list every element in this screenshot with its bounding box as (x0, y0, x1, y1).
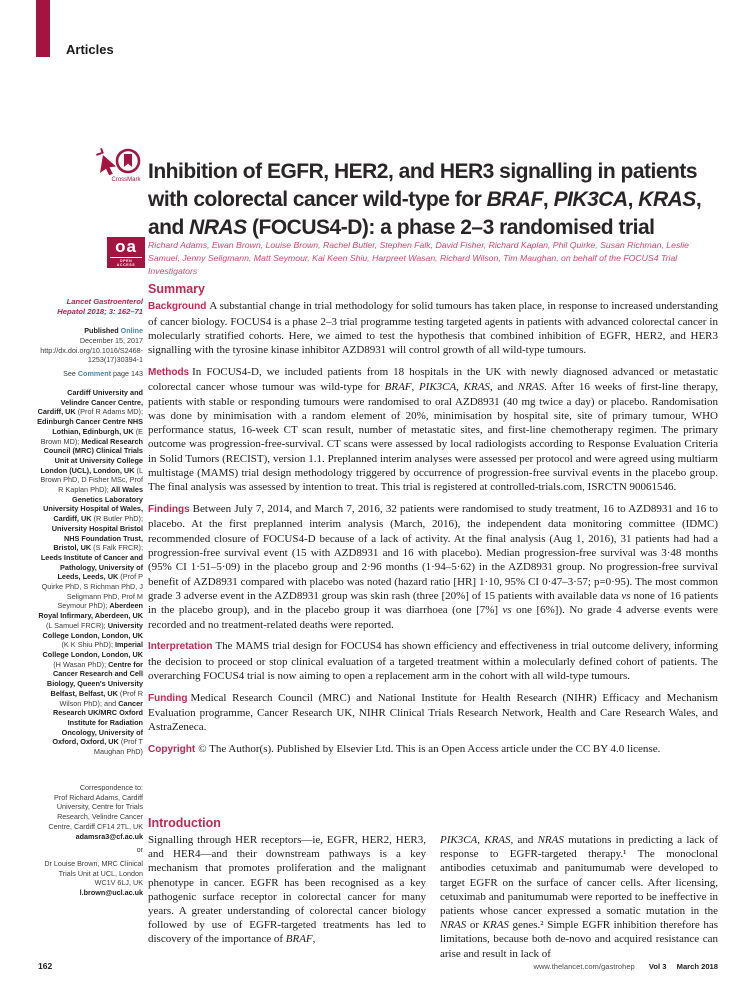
see-label: See (63, 369, 76, 378)
section-label: Articles (66, 42, 114, 57)
svg-text:CrossMark: CrossMark (111, 177, 141, 183)
see-rest: page 143 (113, 369, 143, 378)
crossmark-icon (95, 146, 147, 204)
online-link[interactable]: Online (120, 326, 143, 335)
crossmark-badge[interactable] (95, 146, 147, 204)
or-label: or (136, 845, 143, 855)
article-title: Inhibition of EGFR, HER2, and HER3 signalling in patients with colorectal cancer wild-type for BRAF, PIK3CA, KRAS, and NRAS (FOCUS4-D): a phase 2–3 randomised trial (148, 160, 702, 240)
affiliations-text: Cardiff University and Velindre Cancer Centre, Cardiff, UK (Prof R Adams MD); Edinburgh Cancer Centre NHS Lothian, Edinburgh, UK (E Brown MD); Medical Research Council (MRC) Clinical Trials Unit at University College London (UCL), London, UK (L Brown PhD, D Fisher MSc, Prof R Kaplan PhD); All Wales Genetics Laboratory University Hospital of Wales, Cardiff, UK (R Butler PhD); University Hospital Bristol NHS Foundation Trust, Bristol, UK (S Falk FRCR); Leeds Institute of Cancer and Pathology, University of Leeds, Leeds, UK (Prof P Quirke PhD, S Richman PhD, J Seligmann PhD, Prof M Seymour PhD); Aberdeen Royal Infirmary, Aberdeen, UK (L Samuel FRCR); University College London, London, UK (K K Shiu PhD); Imperial College London, London, UK (H Wasan PhD); Centre for Cancer Research and Cell Biology, Queen's University Belfast, Belfast, UK (Prof R Wilson PhD); and Cancer Research UK/MRC Oxford Institute for Radiation Oncology, University of Oxford, Oxford, UK (Prof T Maughan PhD) (37, 388, 143, 757)
intro-column-right: PIK3CA, KRAS, and NRAS mutations in predicting a lack of response to EGFR-targeted therapy.¹ The monoclonal antibodies cetuximab and panitumumab were developed to target EGFR on the surface of cancer cells. After licensing, cetuximab and panitumumab were reported to be ineffective in patients whose cancer expressed a somatic mutation in the NRAS or KRAS genes.² Simple EGFR inhibition therefore has limitations, because both de-novo and acquired resistance can arise and result in lack of (440, 834, 719, 960)
published-info (37, 326, 143, 365)
introduction-heading: Introduction (148, 816, 221, 830)
correspondence-address: Prof Richard Adams, Cardiff University, Centre for Trials Research, Velindre Cancer Centre, Cardiff CF14 2TL, UK (48, 792, 143, 831)
background-label: Background (148, 301, 207, 313)
comment-link[interactable]: Comment (77, 369, 112, 378)
footer-url-link[interactable]: www.thelancet.com/gastrohep (533, 962, 635, 971)
open-access-oa-icon: oa (115, 237, 137, 256)
summary-heading: Summary (148, 282, 205, 296)
published-label: Published (84, 326, 119, 335)
correspondence2-address: Dr Louise Brown, MRC Clinical Trials Unit at UCL, London WC1V 6LJ, UK (44, 858, 143, 888)
open-access-badge (107, 237, 145, 268)
funding-paragraph (148, 691, 718, 735)
interpretation-label: Interpretation (148, 641, 213, 653)
correspondence-block (37, 783, 143, 898)
funding-text: Medical Research Council (MRC) and National Institute for Health Research (NIHR) Efficacy and Mechanism Evaluation programme, Cancer Research UK, NIHR Clinical Trials Research Network, Health and Care Research Wales, and AstraZeneca. (148, 691, 718, 734)
funding-label: Funding (148, 692, 188, 704)
interpretation-paragraph (148, 639, 718, 683)
summary-section (148, 282, 718, 765)
introduction-section (148, 816, 718, 961)
page-number: 162 (38, 961, 53, 971)
findings-paragraph (148, 502, 718, 632)
methods-text: In FOCUS4-D, we included patients from 18 hospitals in the UK with newly diagnosed advanced or metastatic colorectal cancer whose tumour was wild-type for BRAF, PIK3CA, KRAS, and NRAS. After 16 weeks of first-line therapy, patients with stable or responding tumours were randomised to oral AZD8931 (40 mg twice a day) or placebo. Randomisation was done by minimisation with a random element of 20%, minimisation by hospital site, site of primary tumour, WHO performance status, 16-week CT scan result, number of metastatic sites, and first-line chemotherapy regimen. The primary outcome was progression-free-survival. CT scans were assessed by local radiologists according to Response Evaluation Criteria in Solid Tumors (RECIST), version 1.1. Preplanned interim analyses were assessed per protocol and were agreed using multiarm multistage (MAMS) trial design methodology triggered by occurrence of progression-free survival events in the placebo group. The final analysis was assessed by intention to treat. This trial is registered at controlled-trials.com, ISRCTN 90061546. (148, 365, 719, 494)
correspondence2-email-link[interactable]: l.brown@ucl.ac.uk (79, 888, 143, 898)
doi-link[interactable]: http://dx.doi.org/10.1016/S2468-1253(17)30394-1 (40, 345, 143, 365)
journal-citation: Lancet Gastroenterol Hepatol 2018; 3: 162–71 (57, 297, 143, 316)
correspondence-intro: Correspondence to: (79, 783, 143, 792)
correspondence-email-link[interactable]: adamsra3@cf.ac.uk (75, 831, 143, 841)
copyright-text: © The Author(s). Published by Elsevier Ltd. This is an Open Access article under the CC BY 4.0 license. (198, 743, 661, 756)
findings-text: Between July 7, 2014, and March 7, 2016, 32 patients were randomised to study treatment, 16 to AZD8931 and 16 to placebo. At the first preplanned interim analysis (March, 2016), the independent data monitoring committee (IDMC) recommended closure of FOCUS4-D because of a lack of activity. At the final analysis (Aug 1, 2016), 31 patients had had a progression-free survival event (15 with AZD8931 and 16 with placebo). Median progression-free survival was 3·48 months (95% CI 1·51–5·09) in the placebo group and 2·96 months (1·94–5·62) in the AZD8931 group. No progression-free survival benefit of AZD8931 compared with placebo was noted (hazard ratio [HR] 1·10, 95% CI 0·47–3·57; p=0·95). The most common grade 3 adverse event in the AZD8931 group was skin rash (three [20%] of 15 patients with available data vs none of 16 patients in the placebo group), and in the placebo group it was diarrhoea (one [7%] vs one [6%]). No grade 4 adverse events were recorded and no treatment-related deaths were reported. (148, 503, 718, 631)
copyright-label: Copyright (148, 744, 196, 756)
interpretation-text: The MAMS trial design for FOCUS4 has shown efficiency and effectiveness in trial outcome delivery, informing the decision to proceed or stop clinical evaluation of a targeted treatment within a molecularly defined cohort of patients. The overarching FOCUS4 trial is now aiming to open a replacement arm in the cohort with all wild-type tumours. (148, 640, 718, 682)
open-access-caption: OPEN ACCESS (110, 257, 142, 267)
author-list: Richard Adams, Ewan Brown, Louise Brown, Rachel Butler, Stephen Falk, David Fisher, Richard Kaplan, Phil Quirke, Susan Richman, Leslie Samuel, Jenny Seligmann, Matt Seymour, Kai Keen Shiu, Harpreet Wasan, Richard Wilson, Tim Maughan, on behalf of the FOCUS4 Trial Investigators (148, 240, 689, 276)
footer-volume: Vol 3 (648, 962, 667, 971)
footer-journal-info (533, 962, 718, 971)
background-paragraph (148, 299, 718, 357)
copyright-paragraph (148, 742, 718, 757)
methods-paragraph (148, 365, 718, 495)
articles-marker-bar (36, 0, 50, 57)
published-date: December 15, 2017 (79, 335, 143, 345)
see-comment-note (37, 369, 143, 379)
findings-label: Findings (148, 504, 190, 516)
intro-column-left: Signalling through HER receptors—ie, EGFR, HER2, HER3, and HER4—and their downstream pathways is a key mechanism that promotes proliferation and the malignant phenotype in cancer. EGFR has been recognised as a key pathogenic surface receptor in colorectal cancer for many years. A greater understanding of colorectal cancer biology followed by use of EGFR-targeted treatments has led to discovery of the importance of BRAF, (148, 834, 426, 946)
background-text: A substantial change in trial methodology for solid tumours has taken place, in response to increased understanding of cancer biology. FOCUS4 is a phase 2–3 trial programme testing targeted agents in patients with advanced colorectal cancer in molecularly stratified cohorts. Here, we aimed to test the hypothesis that combined inhibition of EGFR, HER2, and HER3 signalling with the tyrosine kinase inhibitor AZD8931 will control growth of all wild-type tumours. (148, 300, 718, 357)
methods-label: Methods (148, 366, 190, 378)
footer-date: March 2018 (676, 962, 718, 971)
